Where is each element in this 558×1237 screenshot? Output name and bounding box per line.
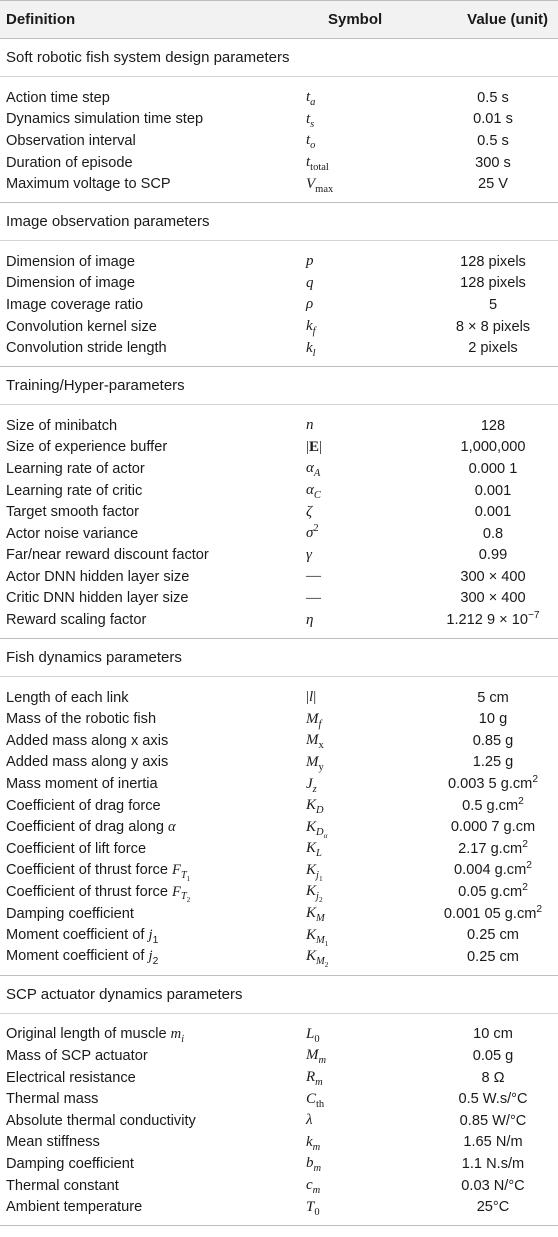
cell-value: 10 cm bbox=[473, 1026, 513, 1043]
cell-definition: Ambient temperature bbox=[6, 1199, 143, 1216]
section-body bbox=[0, 77, 558, 203]
cell-definition: Thermal mass bbox=[6, 1091, 99, 1108]
cell-definition: Image coverage ratio bbox=[6, 296, 144, 313]
cell-symbol: $M_f$ bbox=[306, 710, 322, 730]
cell-value: 300 s bbox=[475, 154, 511, 171]
section-title: Image observation parameters bbox=[0, 203, 558, 241]
cell-symbol: $K_M$ bbox=[306, 905, 325, 925]
header-symbol: Symbol bbox=[328, 11, 383, 28]
table-row bbox=[0, 458, 558, 480]
table-row bbox=[0, 924, 558, 946]
cell-definition: Added mass along y axis bbox=[6, 754, 169, 771]
table-row bbox=[0, 773, 558, 795]
cell-value: 0.001 bbox=[474, 482, 512, 499]
cell-symbol: $J_z$ bbox=[306, 775, 317, 795]
cell-definition: Coefficient of thrust force $F_{T_1}$ bbox=[6, 861, 191, 883]
table-row bbox=[0, 1175, 558, 1197]
table-row bbox=[0, 795, 558, 817]
cell-symbol: $M_x$ bbox=[306, 732, 324, 752]
cell-symbol: $K_{M_1}$ bbox=[306, 926, 329, 948]
cell-definition: Dynamics simulation time step bbox=[6, 111, 204, 128]
cell-definition: Convolution stride length bbox=[6, 340, 167, 357]
cell-definition: Absolute thermal conductivity bbox=[6, 1112, 196, 1129]
cell-symbol: |E| bbox=[306, 438, 323, 455]
table-row bbox=[0, 816, 558, 838]
header-definition: Definition bbox=[6, 11, 76, 28]
table-row bbox=[0, 316, 558, 338]
cell-value: 0.05 $g.cm^2$ bbox=[458, 882, 528, 901]
section-body bbox=[0, 405, 558, 639]
cell-symbol: — bbox=[306, 568, 321, 585]
cell-value: 10 g bbox=[478, 711, 508, 728]
table-row bbox=[0, 1088, 558, 1110]
cell-definition: Learning rate of critic bbox=[6, 482, 143, 499]
cell-definition: Moment coefficient of $j_1$ bbox=[6, 926, 159, 946]
cell-definition: Coefficient of drag along α bbox=[6, 818, 176, 835]
cell-value: 2 pixels bbox=[468, 340, 518, 357]
cell-definition: Mass of SCP actuator bbox=[6, 1047, 148, 1064]
cell-symbol: ρ bbox=[306, 296, 314, 313]
section-body bbox=[0, 241, 558, 367]
table-row bbox=[0, 1153, 558, 1175]
cell-value: 1.65 N/m bbox=[463, 1134, 523, 1151]
cell-definition: Target smooth factor bbox=[6, 504, 140, 521]
table-row bbox=[0, 130, 558, 152]
cell-value: 0.5 $g.cm^2$ bbox=[462, 795, 524, 814]
table-row bbox=[0, 173, 558, 195]
table-row bbox=[0, 588, 558, 610]
cell-symbol: $b_m$ bbox=[306, 1155, 322, 1175]
cell-definition: Damping coefficient bbox=[6, 1155, 134, 1172]
cell-value: 0.000 7 g.cm bbox=[450, 819, 536, 836]
cell-definition: Far/near reward discount factor bbox=[6, 547, 209, 564]
cell-value: 0.003 5 $g.cm^2$ bbox=[447, 774, 539, 793]
section-title: Training/Hyper-parameters bbox=[0, 367, 558, 405]
cell-value: 5 bbox=[488, 296, 498, 313]
cell-definition: Actor DNN hidden layer size bbox=[6, 568, 190, 585]
cell-definition: Length of each link bbox=[6, 689, 129, 706]
section-title: Fish dynamics parameters bbox=[0, 639, 558, 677]
cell-definition: Original length of muscle $m_i$ bbox=[6, 1025, 185, 1045]
cell-definition: Thermal constant bbox=[6, 1177, 119, 1194]
cell-value: 0.03 N/°C bbox=[461, 1177, 525, 1194]
cell-value: 0.8 bbox=[482, 525, 504, 542]
cell-definition: Coefficient of drag force bbox=[6, 797, 161, 814]
cell-symbol: $t_s$ bbox=[306, 110, 315, 130]
cell-symbol: $K_{j_1}$ bbox=[306, 861, 323, 883]
cell-symbol: $R_m$ bbox=[306, 1069, 323, 1089]
section-title: SCP actuator dynamics parameters bbox=[0, 976, 558, 1014]
cell-value: 128 pixels bbox=[460, 275, 526, 292]
table-row bbox=[0, 545, 558, 567]
cell-value: 300 × 400 bbox=[460, 568, 526, 585]
cell-value: 2.17 $g.cm^2$ bbox=[458, 838, 528, 857]
cell-definition: Moment coefficient of $j_2$ bbox=[6, 948, 159, 968]
cell-symbol: ζ bbox=[306, 503, 313, 520]
cell-symbol: $V_{max}$ bbox=[306, 175, 334, 195]
cell-value: 8 × 8 pixels bbox=[455, 318, 531, 335]
table-row bbox=[0, 437, 558, 459]
cell-symbol: $K_L$ bbox=[306, 840, 322, 860]
table-row bbox=[0, 87, 558, 109]
cell-value: 0.05 g bbox=[472, 1047, 514, 1064]
cell-symbol: $k_m$ bbox=[306, 1133, 321, 1153]
cell-value: 1.212 $9 \times 10^{-7}$ bbox=[446, 610, 540, 629]
cell-symbol: $M_m$ bbox=[306, 1047, 327, 1067]
cell-value: 1.25 g bbox=[472, 754, 514, 771]
cell-symbol: η bbox=[306, 611, 314, 628]
cell-symbol: $\sigma^2$ bbox=[306, 523, 319, 542]
section-title: Soft robotic fish system design parameters bbox=[0, 39, 558, 77]
table-row bbox=[0, 480, 558, 502]
cell-value: 5 cm bbox=[477, 689, 509, 706]
cell-definition: Duration of episode bbox=[6, 154, 133, 171]
table-row bbox=[0, 838, 558, 860]
cell-symbol: $L_0$ bbox=[306, 1025, 320, 1045]
table-row bbox=[0, 1024, 558, 1046]
table-row bbox=[0, 251, 558, 273]
header-value: Value (unit) bbox=[467, 11, 548, 28]
cell-definition: Coefficient of thrust force $F_{T_2}$ bbox=[6, 883, 191, 905]
table-row bbox=[0, 109, 558, 131]
table-row bbox=[0, 1110, 558, 1132]
cell-value: 0.000 1 bbox=[468, 460, 518, 477]
cell-value: 300 × 400 bbox=[460, 590, 526, 607]
cell-value: 0.85 g bbox=[472, 732, 514, 749]
cell-value: 1,000,000 bbox=[460, 439, 526, 456]
cell-value: 0.5 W.s/°C bbox=[458, 1091, 528, 1108]
cell-symbol: $t_a$ bbox=[306, 89, 316, 109]
cell-definition: Dimension of image bbox=[6, 253, 135, 270]
table-row bbox=[0, 337, 558, 359]
cell-symbol: $M_y$ bbox=[306, 753, 324, 773]
table-row bbox=[0, 294, 558, 316]
section-body bbox=[0, 1014, 558, 1226]
table-row bbox=[0, 523, 558, 545]
cell-value: 0.25 cm bbox=[467, 948, 519, 965]
cell-symbol: — bbox=[306, 589, 321, 606]
table-row bbox=[0, 1132, 558, 1154]
cell-value: 0.01 s bbox=[473, 111, 513, 128]
table-row bbox=[0, 1196, 558, 1218]
table-header bbox=[0, 0, 558, 39]
cell-symbol: $K_{M_2}$ bbox=[306, 948, 329, 970]
table-row bbox=[0, 1067, 558, 1089]
table-row bbox=[0, 708, 558, 730]
cell-definition: Coefficient of lift force bbox=[6, 840, 147, 857]
cell-definition: Mass of the robotic fish bbox=[6, 711, 157, 728]
cell-symbol: $\alpha_C$ bbox=[306, 482, 321, 502]
table-row bbox=[0, 501, 558, 523]
table-row bbox=[0, 903, 558, 925]
cell-definition: Reward scaling factor bbox=[6, 612, 147, 629]
table-row bbox=[0, 860, 558, 882]
cell-value: 25 V bbox=[477, 176, 509, 193]
cell-definition: Electrical resistance bbox=[6, 1069, 136, 1086]
cell-definition: Damping coefficient bbox=[6, 905, 134, 922]
cell-definition: Added mass along x axis bbox=[6, 732, 169, 749]
cell-definition: Mean stiffness bbox=[6, 1134, 100, 1151]
cell-definition: Observation interval bbox=[6, 132, 136, 149]
cell-value: 0.25 cm bbox=[467, 927, 519, 944]
cell-symbol: $K_{j_2}$ bbox=[306, 883, 323, 905]
cell-definition: Size of minibatch bbox=[6, 417, 118, 434]
table-row bbox=[0, 415, 558, 437]
cell-symbol: p bbox=[306, 253, 314, 270]
cell-symbol: $K_D$ bbox=[306, 797, 324, 817]
table-row bbox=[0, 881, 558, 903]
cell-definition: Critic DNN hidden layer size bbox=[6, 590, 189, 607]
cell-definition: Action time step bbox=[6, 89, 110, 106]
cell-value: 25°C bbox=[476, 1199, 510, 1216]
cell-value: 128 pixels bbox=[460, 253, 526, 270]
cell-value: 8 Ω bbox=[481, 1069, 505, 1086]
cell-symbol: $T_0$ bbox=[306, 1198, 320, 1218]
cell-value: 0.5 s bbox=[477, 89, 509, 106]
cell-value: 0.85 W/°C bbox=[459, 1112, 527, 1129]
cell-symbol: $k_l$ bbox=[306, 339, 316, 359]
table-row bbox=[0, 946, 558, 968]
cell-symbol: n bbox=[306, 417, 314, 434]
cell-value: 0.004 $g.cm^2$ bbox=[454, 860, 532, 879]
table-sections bbox=[0, 39, 558, 1226]
cell-value: 1.1 N.s/m bbox=[461, 1155, 525, 1172]
cell-symbol: $K_{D_\alpha}$ bbox=[306, 818, 328, 840]
cell-symbol: $t_{total}$ bbox=[306, 154, 329, 174]
table-row bbox=[0, 273, 558, 295]
table-row bbox=[0, 152, 558, 174]
cell-definition: Mass moment of inertia bbox=[6, 776, 158, 793]
cell-definition: Maximum voltage to SCP bbox=[6, 176, 171, 193]
cell-definition: Convolution kernel size bbox=[6, 318, 157, 335]
section-body bbox=[0, 677, 558, 976]
cell-value: 0.001 bbox=[474, 504, 512, 521]
cell-definition: Learning rate of actor bbox=[6, 460, 145, 477]
table-row bbox=[0, 687, 558, 709]
cell-symbol: $k_f$ bbox=[306, 318, 316, 338]
cell-symbol: $t_o$ bbox=[306, 132, 316, 152]
cell-symbol: λ bbox=[306, 1112, 313, 1129]
cell-value: 0.99 bbox=[478, 547, 508, 564]
cell-symbol: $C_{th}$ bbox=[306, 1090, 325, 1110]
cell-definition: Size of experience buffer bbox=[6, 439, 168, 456]
cell-definition: Dimension of image bbox=[6, 275, 135, 292]
table-row bbox=[0, 730, 558, 752]
cell-value: 128 bbox=[480, 417, 506, 434]
cell-symbol: $\alpha_A$ bbox=[306, 460, 321, 480]
cell-value: 0.5 s bbox=[477, 132, 509, 149]
cell-definition: Actor noise variance bbox=[6, 525, 139, 542]
table-row bbox=[0, 566, 558, 588]
table-row bbox=[0, 1045, 558, 1067]
cell-value: 0.001 05 $g.cm^2$ bbox=[443, 903, 543, 922]
cell-symbol: q bbox=[306, 274, 314, 291]
cell-symbol: |l| bbox=[306, 689, 317, 706]
table-row bbox=[0, 609, 558, 631]
table-row bbox=[0, 752, 558, 774]
cell-symbol: $c_m$ bbox=[306, 1177, 321, 1197]
cell-symbol: γ bbox=[306, 546, 312, 563]
